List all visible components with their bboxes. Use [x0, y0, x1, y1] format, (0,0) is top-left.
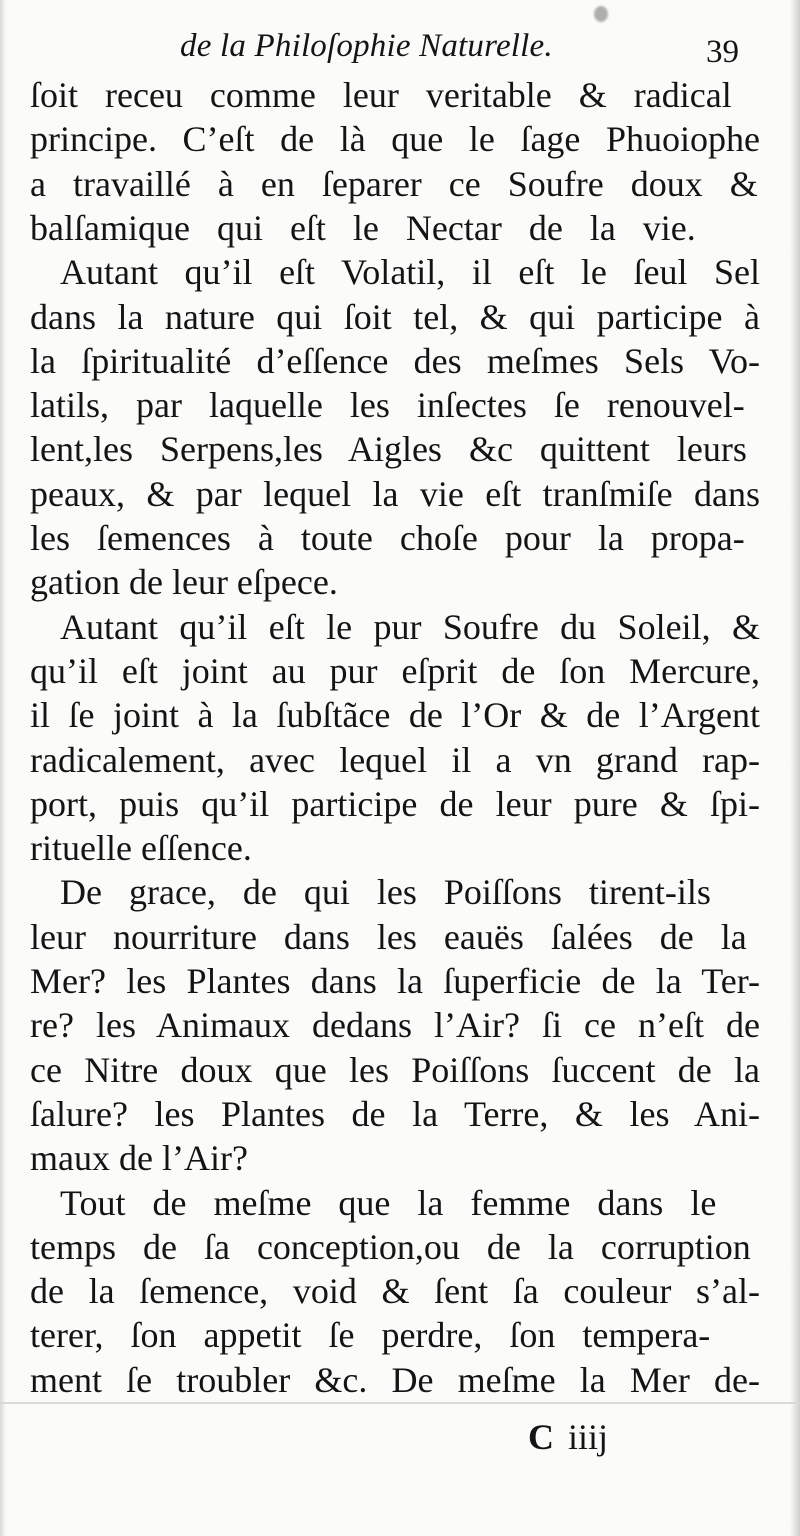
text-line: ce Nitre doux que les Poiſſons ſuccent de la — [30, 1050, 760, 1090]
text-line: dans la nature qui ſoit tel, & qui participe à — [30, 297, 760, 337]
text-line: Mer? les Plantes dans la ſuperficie de la Ter- — [30, 961, 760, 1001]
text-line: lent,les Serpens,les Aigles &c quittent leurs — [30, 429, 747, 469]
page-number: 39 — [706, 34, 739, 70]
text-line: Autant qu’il eſt le pur Soufre du Soleil, & — [60, 607, 760, 647]
signature-mark — [528, 1416, 608, 1458]
running-head-title: de la Philoſophie Naturelle. — [180, 28, 553, 64]
text-line: balſamique qui eſt le Nectar de la vie. — [30, 208, 696, 248]
text-line: Autant qu’il eſt Volatil, il eſt le ſeul Sel — [60, 252, 760, 292]
running-head — [30, 22, 770, 72]
text-line: il ſe joint à la ſubſtãce de l’Or & de l’Argent — [30, 695, 760, 735]
text-line: ſoit receu comme leur veritable & radical — [30, 75, 732, 115]
text-line: ſalure? les Plantes de la Terre, & les Ani- — [30, 1094, 760, 1134]
signature-numeral: iiij — [568, 1417, 609, 1457]
text-line: terer, ſon appetit ſe perdre, ſon tempera- — [30, 1315, 711, 1355]
text-line: leur nourriture dans les eauës ſalées de la — [30, 917, 747, 957]
text-line: la ſpiritualité d’eſſence des meſmes Sels Vo- — [30, 341, 760, 381]
text-line: maux de l’Air? — [30, 1138, 248, 1178]
ink-speck — [594, 6, 608, 22]
text-line: peaux, & par lequel la vie eſt tranſmiſe dans — [30, 474, 760, 514]
text-line: a travaillé à en ſeparer ce Soufre doux & — [30, 164, 758, 204]
page-edge-left — [0, 0, 6, 1536]
text-line: temps de ſa conception,ou de la corruption — [30, 1227, 751, 1267]
page-edge-right — [790, 0, 800, 1536]
text-line: gation de leur eſpece. — [30, 562, 338, 602]
text-line: qu’il eſt joint au pur eſprit de ſon Mercure, — [30, 651, 760, 691]
text-line: port, puis qu’il participe de leur pure & ſpi- — [30, 784, 760, 824]
text-line: latils, par laquelle les inſectes ſe renouvel- — [30, 385, 745, 425]
text-line: rituelle eſſence. — [30, 828, 252, 868]
text-line: principe. C’eſt de là que le ſage Phuoiophe — [30, 119, 760, 159]
text-line: re? les Animaux dedans l’Air? ſi ce n’eſt de — [30, 1005, 760, 1045]
text-line: ment ſe troubler &c. De meſme la Mer de- — [30, 1360, 760, 1400]
text-line: de la ſemence, void & ſent ſa couleur s’al- — [30, 1271, 760, 1311]
text-line: les ſemences à toute choſe pour la propa- — [30, 518, 745, 558]
text-line: De grace, de qui les Poiſſons tirent-ils — [60, 872, 711, 912]
text-line: radicalement, avec lequel il a vn grand rap- — [30, 740, 760, 780]
signature-letter: C — [528, 1417, 554, 1457]
text-line: Tout de meſme que la femme dans le — [60, 1183, 717, 1223]
